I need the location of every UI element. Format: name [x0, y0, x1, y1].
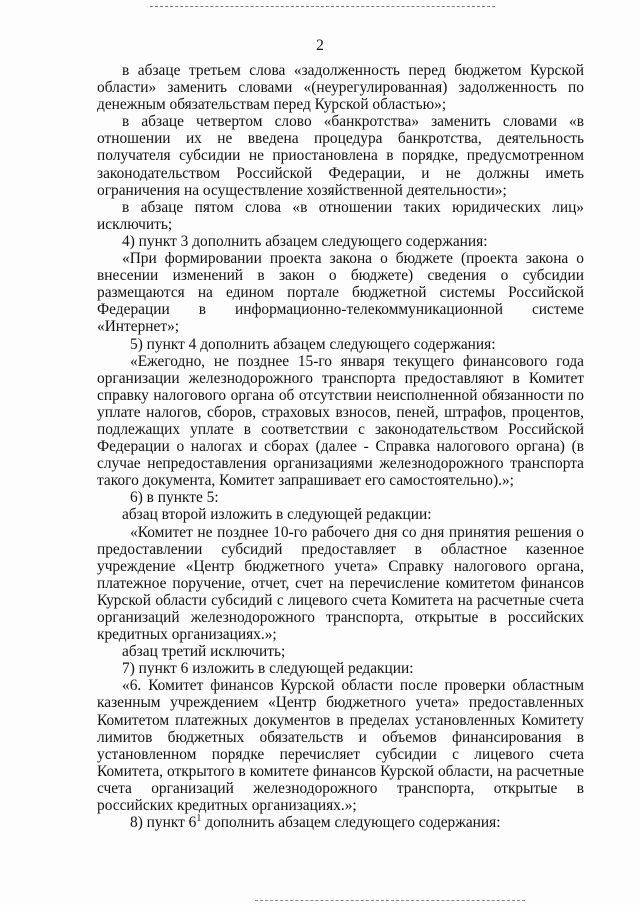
paragraph-10: «Комитет не позднее 10-го рабочего дня со дня принятия решения о предоставлении субсидий предоставляет в областное казенное учреждение «Центр бюджетного учета» Справку налогового органа, платежное поручение, отчет, счет на перечисление комитетом финансов Курской области субсидий с лицевого счета Комитета на расчетные счета организаций железнодорожного транспорта, открытые в российских кредитных организациях.»; — [97, 523, 584, 644]
paragraph-2: в абзаце четвертом слово «банкротства» заменить словами «в отношении их не введена процедура банкротства, деятельность получателя субсидии не приостановлена в порядке, предусмотренном законодательством Российской Федерации, и не должны иметь ограничения на осуществление хозяйственной деятельности»; — [97, 113, 584, 199]
paragraph-14-start: 8) пункт 6 — [130, 814, 197, 832]
document-body — [97, 62, 584, 831]
paragraph-11: абзац третий исключить; — [122, 643, 286, 661]
paragraph-6: 5) пункт 4 дополнить абзацем следующего содержания: — [130, 335, 496, 353]
paragraph-4: 4) пункт 3 дополнить абзацем следующего содержания: — [122, 232, 488, 250]
paragraph-1: в абзаце третьем слова «задолженность перед бюджетом Курской области» заменить словами «(неурегулированная) задолженность по денежным обязательствам перед Курской областью»; — [97, 62, 584, 114]
scan-edge-bottom — [255, 900, 525, 901]
paragraph-3: в абзаце пятом слова «в отношении таких юридических лиц» исключить; — [97, 198, 584, 233]
paragraph-14 — [97, 814, 584, 831]
paragraph-14-end: дополнить абзацем следующего содержания: — [201, 814, 501, 832]
paragraph-12: 7) пункт 6 изложить в следующей редакции: — [122, 660, 414, 678]
paragraph-8: 6) в пункте 5: — [130, 489, 219, 507]
paragraph-7: «Ежегодно, не позднее 15-го января текущего финансового года организации железнодорожного транспорта предоставляют в Комитет справку налогового органа об отсутствии неисполненной обязанности по уплате налогов, сборов, страховых взносов, пеней, штрафов, процентов, подлежащих уплате в соответствии с законодательством Российской Федерации о налогах и сборах (далее - Справка налогового органа) (в случае непредоставления организациями железнодорожного транспорта такого документа, Комитет запрашивает его самостоятельно).»; — [97, 352, 584, 490]
paragraph-14-superscript: 1 — [196, 813, 202, 824]
scan-edge-top — [150, 6, 495, 7]
page-number: 2 — [316, 37, 324, 54]
paragraph-13: «6. Комитет финансов Курской области после проверки областным казенным учреждением «Центр бюджетного учета» предоставленных Комитетом платежных документов в пределах установленных Комитету лимитов бюджетных обязательств и объемов финансирования в установленном порядке перечисляет субсидии с лицевого счета Комитета, открытого в комитете финансов Курской области, на расчетные счета организаций железнодорожного транспорта, открытые в российских кредитных организациях.»; — [97, 677, 584, 815]
paragraph-9: абзац второй изложить в следующей редакции: — [122, 506, 432, 524]
paragraph-5: «При формировании проекта закона о бюджете (проекта закона о внесении изменений в закон о бюджете) сведения о субсидии размещаются на едином портале бюджетной системы Российской Федерации в информационно-телекоммуникационной системе «Интернет»; — [97, 250, 584, 336]
